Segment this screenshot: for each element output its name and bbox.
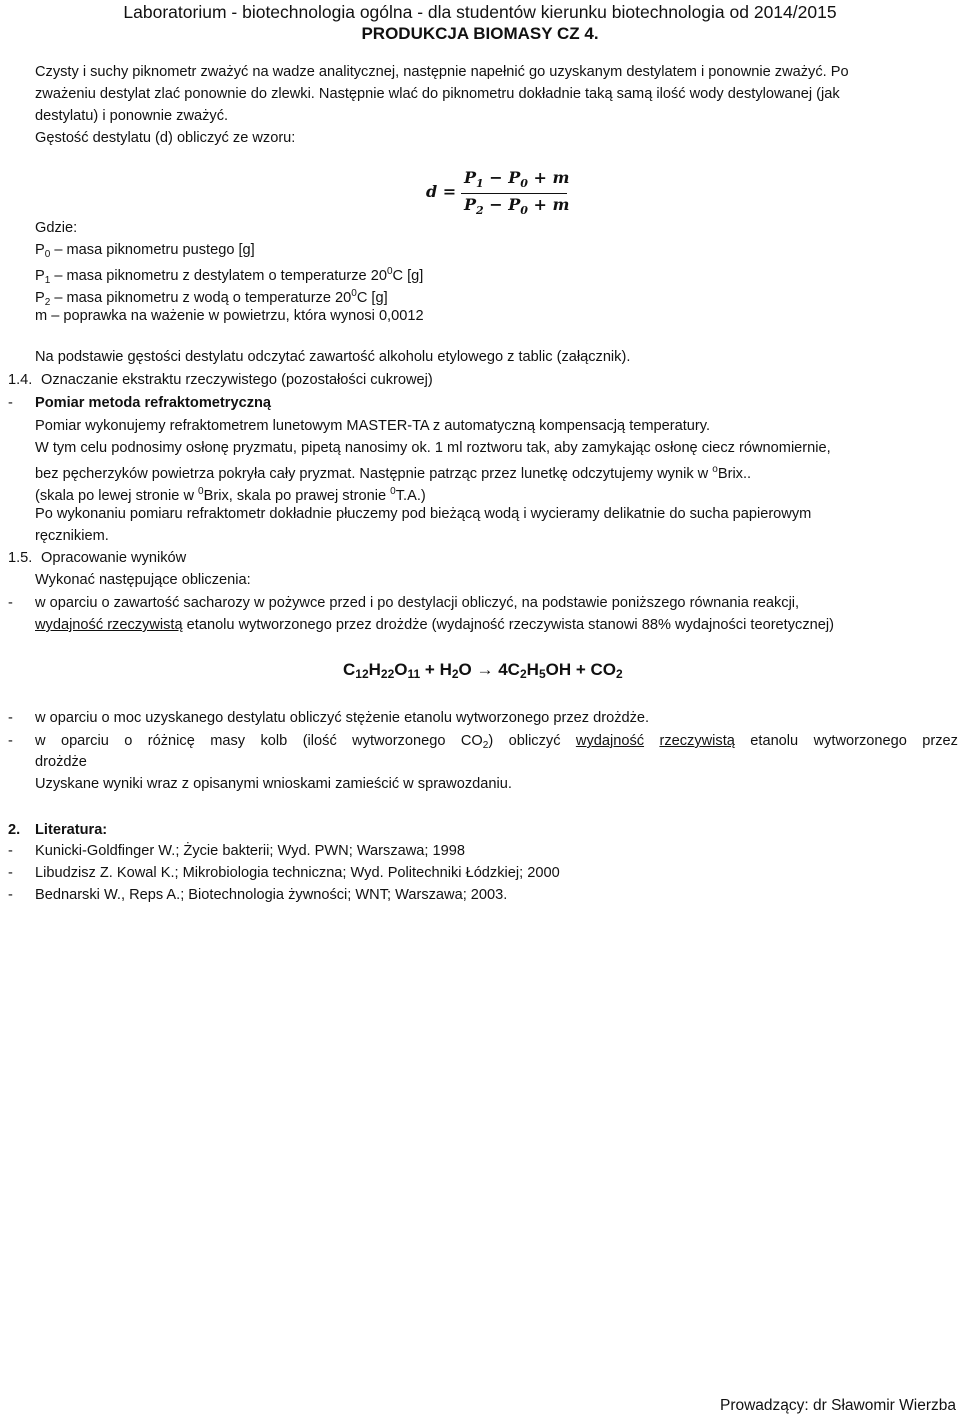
- sec14-line-4: (skala po lewej stronie w $^0$Brix, skala po prawej stronie $^0$T.A.): [35, 486, 426, 504]
- arrow-icon: →: [476, 660, 494, 679]
- legend-p0: $P_0$ – masa piknometru pustego [g]: [35, 242, 255, 260]
- legend-p1: $P_1$ – masa piknometru z destylatem o temperaturze $20^0C$ [g]: [35, 266, 424, 286]
- header-subtitle: PRODUKCJA BIOMASY CZ 4.: [361, 24, 599, 43]
- section-1-5-title: Opracowanie wyników: [41, 550, 187, 566]
- sec14-line-5: Po wykonaniu pomiaru refraktometr dokładnie płuczemy pod bieżącą wodą i wycieramy delikatnie do sucha papierowym: [35, 506, 812, 522]
- sec15-intro: Wykonać następujące obliczenia:: [35, 572, 251, 588]
- bullet-dash: -: [8, 887, 13, 903]
- intro-line-1: Czysty i suchy piknometr zważyć na wadze analitycznej, następnie napełnić go uzyskanym destylatem i ponownie zważyć. Po: [35, 64, 849, 80]
- literature-item: Bednarski W., Reps A.; Biotechnologia żywności; WNT; Warszawa; 2003.: [35, 887, 508, 903]
- bullet-3-line-1: w oparciu o różnicę masy kolb (ilość wytworzonego $CO_2$) obliczyć wydajność rzeczywistą etanolu wytworzonego przez: [35, 733, 958, 751]
- sec14-line-1: Pomiar wykonujemy refraktometrem lunetowym MASTER-TA z automatyczną kompensacją temperatury.: [35, 418, 711, 434]
- sec15-bullet-1-line-2: wydajność rzeczywistą etanolu wytworzonego przez drożdże (wydajność rzeczywista stanowi 88% wydajności teoretycznej): [35, 617, 834, 633]
- formula-numerator: $P_1 - P_0 + m$: [464, 168, 570, 190]
- sec14-line-3: bez pęcherzyków powietrza pokryła cały pryzmat. Następnie patrząc przez lunetkę odczytujemy wynik w $^o$Brix..: [35, 464, 752, 482]
- bullet-dash: -: [8, 733, 13, 749]
- legend-m: m – poprawka na ważenie w powietrzu, która wynosi 0,0012: [35, 308, 424, 324]
- alcohol-note: Na podstawie gęstości destylatu odczytać zawartość alkoholu etylowego z tablic (załącznik).: [35, 349, 631, 365]
- formula-denominator: $P_2 - P_0 + m$: [464, 195, 570, 217]
- section-1-4-subtitle: Pomiar metoda refraktometryczną: [35, 395, 272, 411]
- footer-author: Prowadzący: dr Sławomir Wierzba: [719, 1397, 956, 1414]
- bullet-dash: -: [8, 865, 13, 881]
- legend-p2: $P_2$ – masa piknometru z wodą o temperaturze $20^0C$ [g]: [35, 288, 388, 308]
- fraction-bar: [461, 193, 567, 194]
- bullet-dash: -: [8, 710, 13, 726]
- section-1-5-number: 1.5.: [8, 550, 33, 566]
- bullet-dash: -: [8, 595, 13, 611]
- section-1-4-number: 1.4.: [8, 372, 33, 388]
- literature-item: Kunicki-Goldfinger W.; Życie bakterii; Wyd. PWN; Warszawa; 1998: [35, 843, 465, 859]
- section-1-4-title: Oznaczanie ekstraktu rzeczywistego (pozostałości cukrowej): [41, 372, 433, 388]
- sec14-line-6: ręcznikiem.: [35, 528, 109, 544]
- intro-line-2: zważeniu destylat zlać ponownie do zlewki. Następnie wlać do piknometru dokładnie taką samą ilość wody destylowanej (jak: [35, 86, 840, 102]
- header-title: Laboratorium - biotechnologia ogólna - dla studentów kierunku biotechnologia od 2014/2015: [123, 2, 837, 22]
- intro-line-4: Gęstość destylatu (d) obliczyć ze wzoru:: [35, 130, 296, 146]
- literature-number: 2.: [8, 822, 21, 838]
- literature-item: Libudzisz Z. Kowal K.; Mikrobiologia techniczna; Wyd. Politechniki Łódzkiej; 2000: [35, 865, 560, 881]
- summary-line: Uzyskane wyniki wraz z opisanymi wnioskami zamieścić w sprawozdaniu.: [35, 776, 512, 792]
- reaction-equation: C12H22O11 + H2O → 4C2H5OH + CO2: [343, 660, 623, 681]
- bullet-dash: -: [8, 843, 13, 859]
- sec14-line-2: W tym celu podnosimy osłonę pryzmatu, pipetą nanosimy ok. 1 ml roztworu tak, aby zamykając osłonę ciecz równomiernie,: [35, 440, 831, 456]
- sec15-bullet-1-line-1: w oparciu o zawartość sacharozy w pożywce przed i po destylacji obliczyć, na podstawie poniższego równania reakcji,: [35, 595, 800, 611]
- literature-title: Literatura:: [35, 822, 108, 838]
- bullet-2: w oparciu o moc uzyskanego destylatu obliczyć stężenie etanolu wytworzonego przez drożdże.: [35, 710, 650, 726]
- bullet-dash: -: [8, 395, 13, 411]
- legend-heading: Gdzie:: [35, 220, 78, 236]
- formula-lhs: d =: [426, 182, 457, 201]
- bullet-3-line-2: drożdże: [35, 754, 87, 770]
- intro-line-3: destylatu) i ponownie zważyć.: [35, 108, 229, 124]
